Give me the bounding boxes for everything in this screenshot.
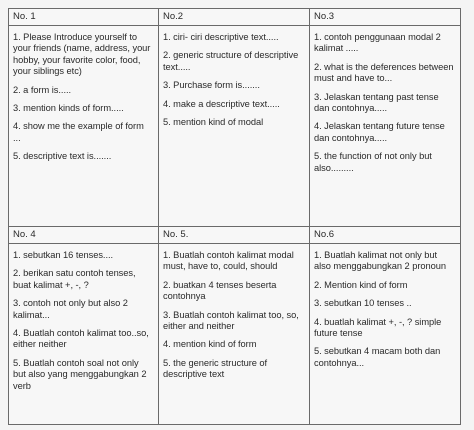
question-item: 5. mention kind of modal: [163, 117, 264, 128]
question-list: [159, 26, 309, 128]
question-item: 3. Jelaskan tentang past tense dan contohnya.....: [314, 91, 439, 114]
cell-title: No.3: [310, 9, 460, 26]
question-item: 1. Please Introduce yourself to your friends (name, address, your hobby, your favorite color, food, your siblings etc): [13, 32, 151, 77]
question-item: 3. mention kinds of form.....: [13, 103, 124, 114]
question-item: 5. the function of not only but also.........: [314, 151, 432, 173]
question-list: [9, 244, 158, 392]
question-item: 1. Buatlah kalimat not only but also menggabungkan 2 pronoun: [314, 250, 446, 272]
question-list: [310, 244, 460, 369]
question-list: [9, 26, 158, 163]
question-item: 2. buatkan 4 tenses beserta contohnya: [163, 279, 277, 302]
question-item: 2. Mention kind of form: [314, 279, 408, 290]
cell-title: No.2: [159, 9, 309, 26]
question-item: 3. sebutkan 10 tenses ..: [314, 298, 412, 309]
cell-no-1: [9, 9, 159, 227]
question-item: 4. buatlah kalimat +, -, ? simple future tense: [314, 316, 442, 339]
question-item: 3. contoh not only but also 2 kalimat...: [13, 298, 128, 320]
cell-no-3: [310, 9, 461, 227]
cell-title: No. 1: [9, 9, 158, 26]
question-item: 4. show me the example of form ...: [13, 121, 144, 143]
question-item: 4. mention kind of form: [163, 339, 257, 350]
question-item: 1. Buatlah contoh kalimat modal must, have to, could, should: [163, 250, 294, 272]
question-item: 4. make a descriptive text.....: [163, 98, 280, 109]
question-item: 5. sebutkan 4 macam both dan contohnya...: [314, 346, 441, 368]
question-item: 2. generic structure of descriptive text.....: [163, 50, 299, 72]
cell-title: No. 5.: [159, 227, 309, 244]
question-item: 5. Buatlah contoh soal not only but also yang menggabungkan 2 verb: [13, 357, 147, 391]
question-item: 2. a form is.....: [13, 84, 72, 95]
question-item: 2. what is the deferences between must and have to...: [314, 61, 454, 84]
question-item: 1. ciri- ciri descriptive text.....: [163, 32, 279, 42]
question-item: 4. Buatlah contoh kalimat too..so, either neither: [13, 328, 149, 350]
question-item: 2. berikan satu contoh tenses, buat kalimat +, -, ?: [13, 268, 136, 290]
question-item: 1. contoh penggunaan modal 2 kalimat .....: [314, 32, 441, 54]
question-list: [159, 244, 309, 381]
question-item: 4. Jelaskan tentang future tense dan contohnya.....: [314, 121, 445, 143]
cell-no-6: [310, 227, 461, 425]
question-item: 1. sebutkan 16 tenses....: [13, 250, 114, 260]
cell-no-2: [159, 9, 310, 227]
question-item: 5. the generic structure of descriptive text: [163, 357, 268, 380]
assignment-grid: [8, 8, 461, 425]
question-item: 3. Purchase form is.......: [163, 80, 260, 91]
cell-title: No. 4: [9, 227, 158, 244]
question-item: 5. descriptive text is.......: [13, 151, 112, 162]
cell-no-5: [159, 227, 310, 425]
question-item: 3. Buatlah contoh kalimat too, so, either and neither: [163, 309, 299, 332]
cell-title: No.6: [310, 227, 460, 244]
cell-no-4: [9, 227, 159, 425]
question-list: [310, 26, 460, 174]
